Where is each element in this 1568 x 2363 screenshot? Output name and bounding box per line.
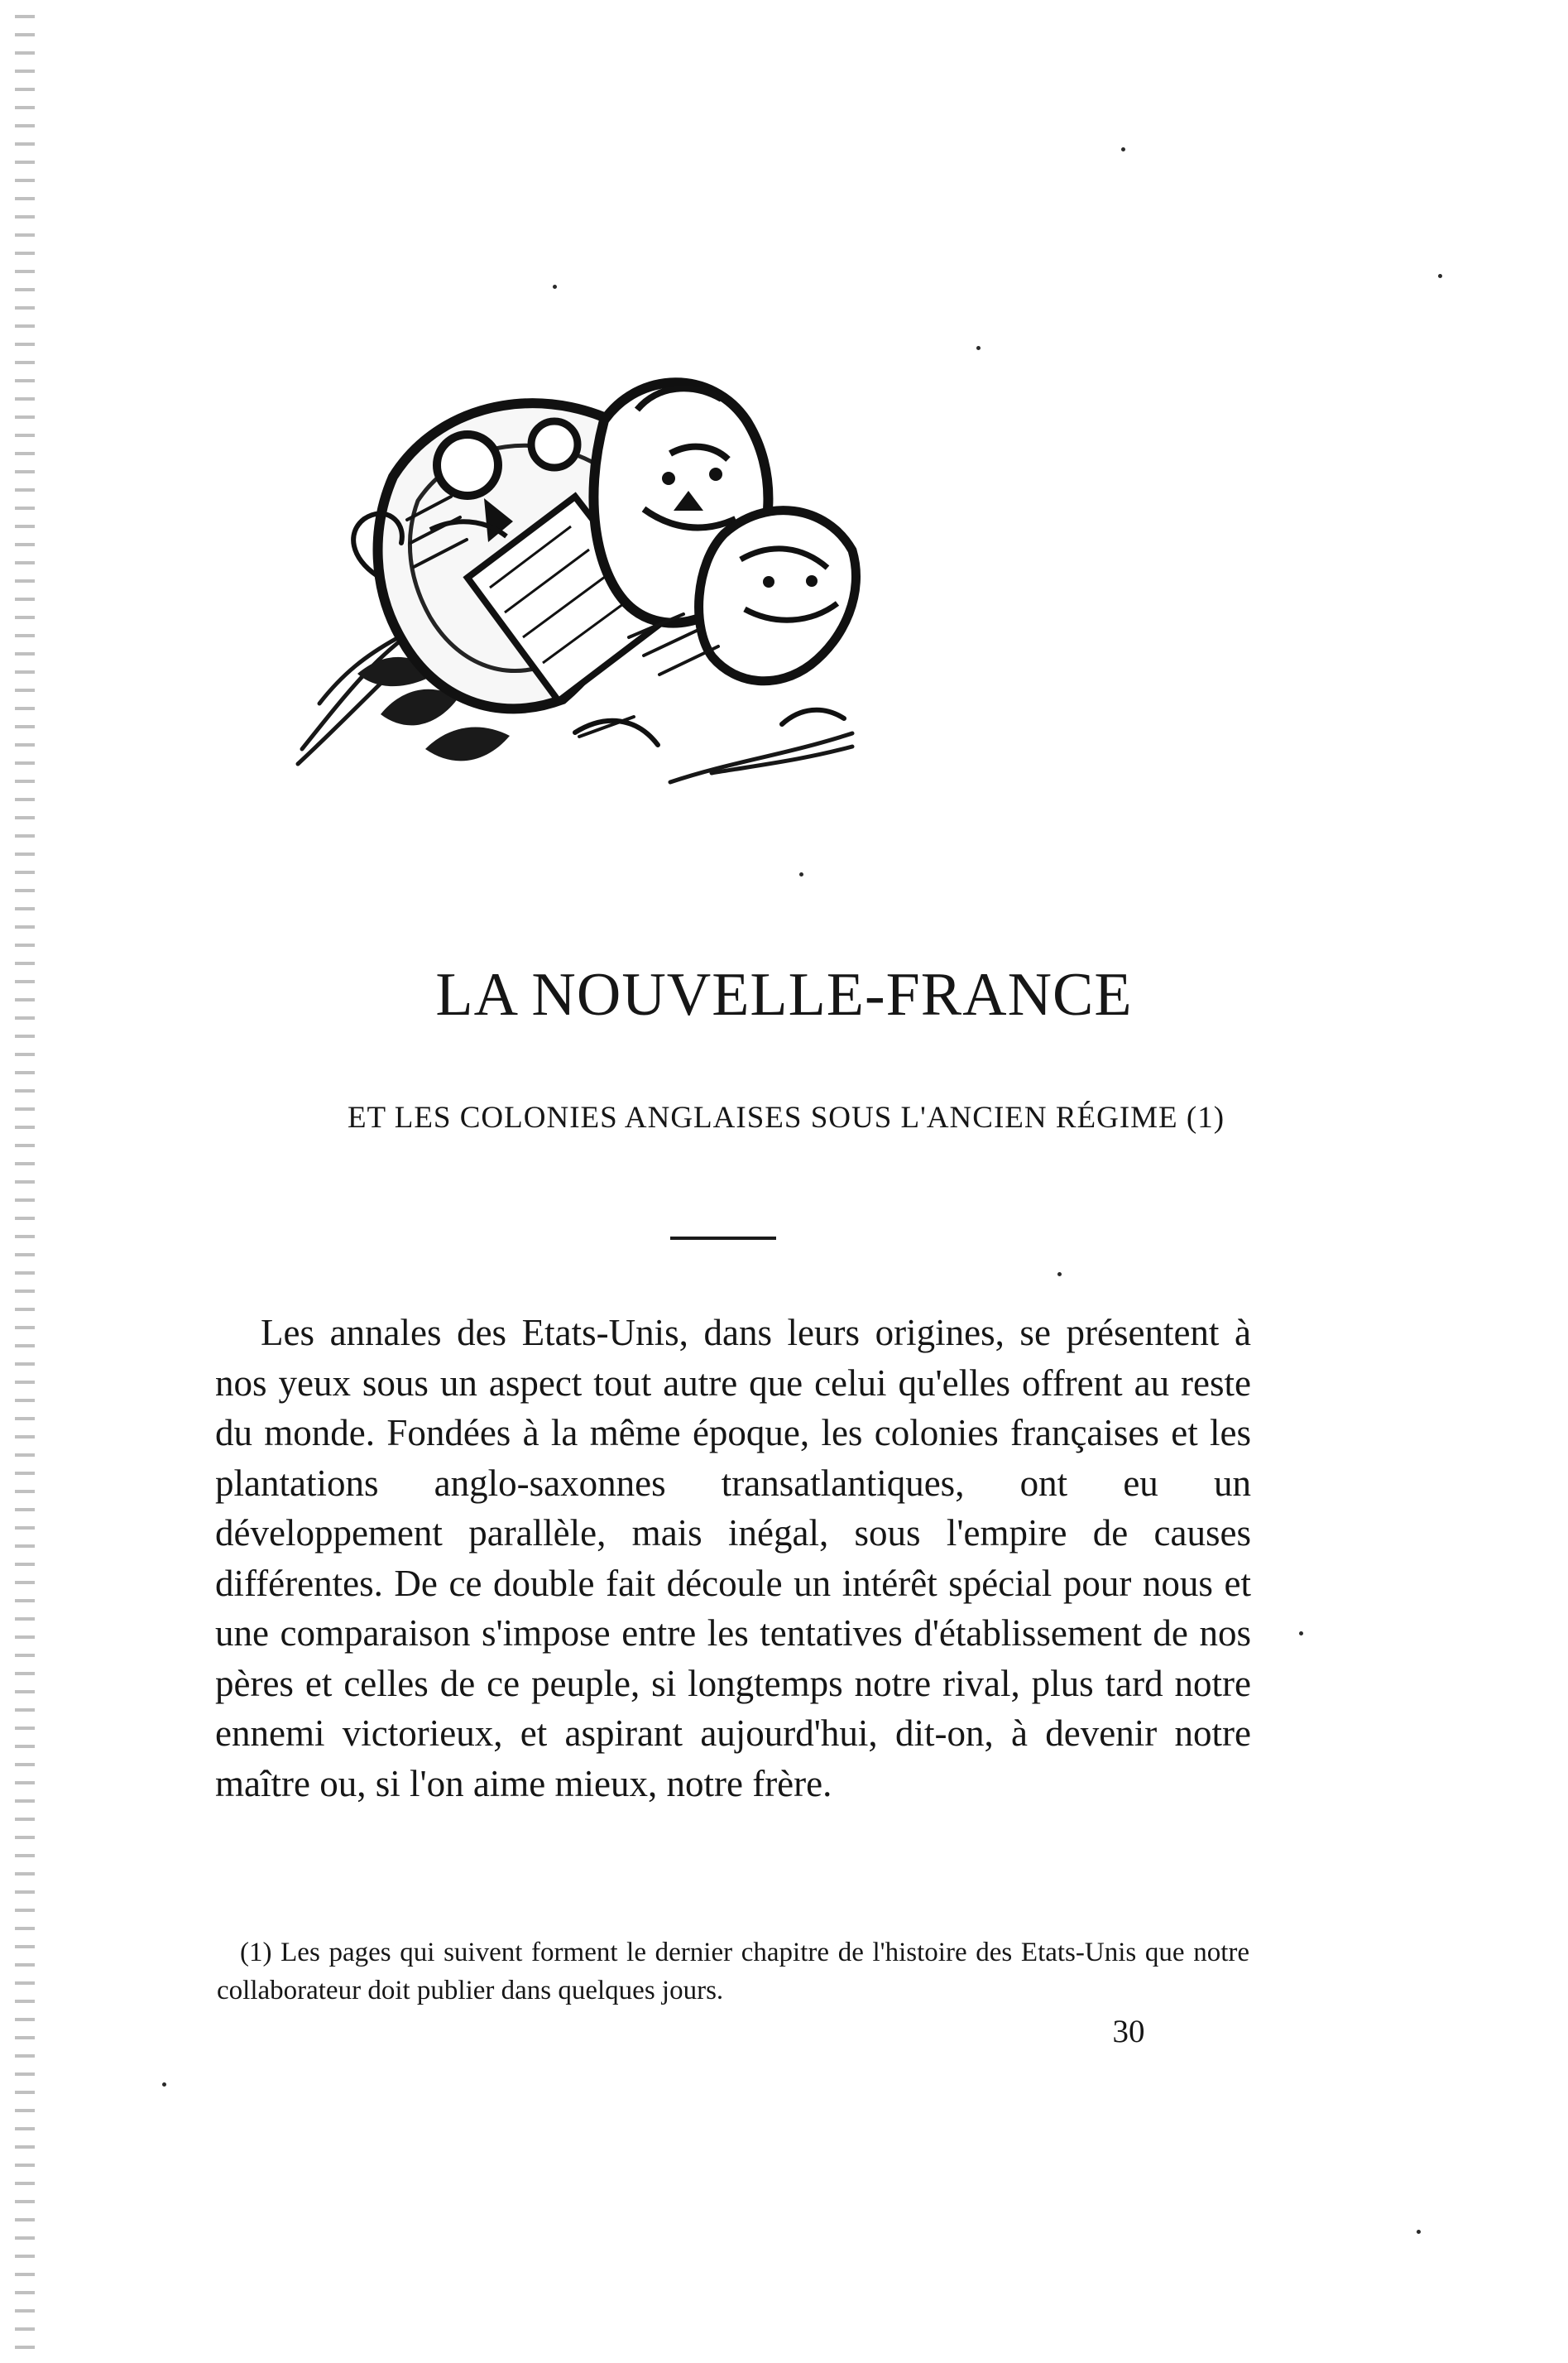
wolf-mask-icon	[699, 511, 856, 681]
scan-speck	[1121, 147, 1125, 151]
page-title: LA NOUVELLE-FRANCE	[435, 961, 1133, 1029]
scanned-page-edge	[15, 0, 35, 2363]
body-paragraph: Les annales des Etats-Unis, dans leurs origines, se présentent à nos yeux sous un aspect tout autre que celui qu'elles offrent au reste du monde. Fondées à la même époque, les colonies françaises et les plantations anglo-saxonnes transatlantiques, ont eu un développement parallèle, mais inégal, sous l'empire de causes différentes. De ce double fait découle un intérêt spécial pour nous et une comparaison s'impose entre les tentatives d'établissement de nos pères et celles de ce peuple, si longtemps notre rival, plus tard notre ennemi victorieux, et aspirant aujourd'hui, dit-on, à devenir notre maître ou, si l'on aime mieux, notre frère.	[215, 1312, 1251, 1804]
scan-speck	[799, 872, 803, 877]
footnote: (1) Les pages qui suivent forment le dernier chapitre de l'histoire des Etats-Unis que notre collaborateur doit publier dans quelques jours.	[217, 1938, 1249, 2005]
scan-speck	[1417, 2230, 1421, 2234]
scan-speck	[162, 2082, 166, 2087]
decorative-vignette	[281, 348, 869, 795]
scan-speck	[976, 346, 981, 350]
scan-speck	[1438, 274, 1442, 278]
scan-speck	[1057, 1272, 1062, 1276]
page-number: 30	[1112, 2014, 1145, 2049]
scan-speck	[553, 285, 557, 289]
scan-speck	[1299, 1631, 1303, 1635]
subtitle: ET LES COLONIES ANGLAISES SOUS L'ANCIEN RÉGIME (1)	[347, 1101, 1225, 1135]
section-divider	[670, 1237, 776, 1240]
